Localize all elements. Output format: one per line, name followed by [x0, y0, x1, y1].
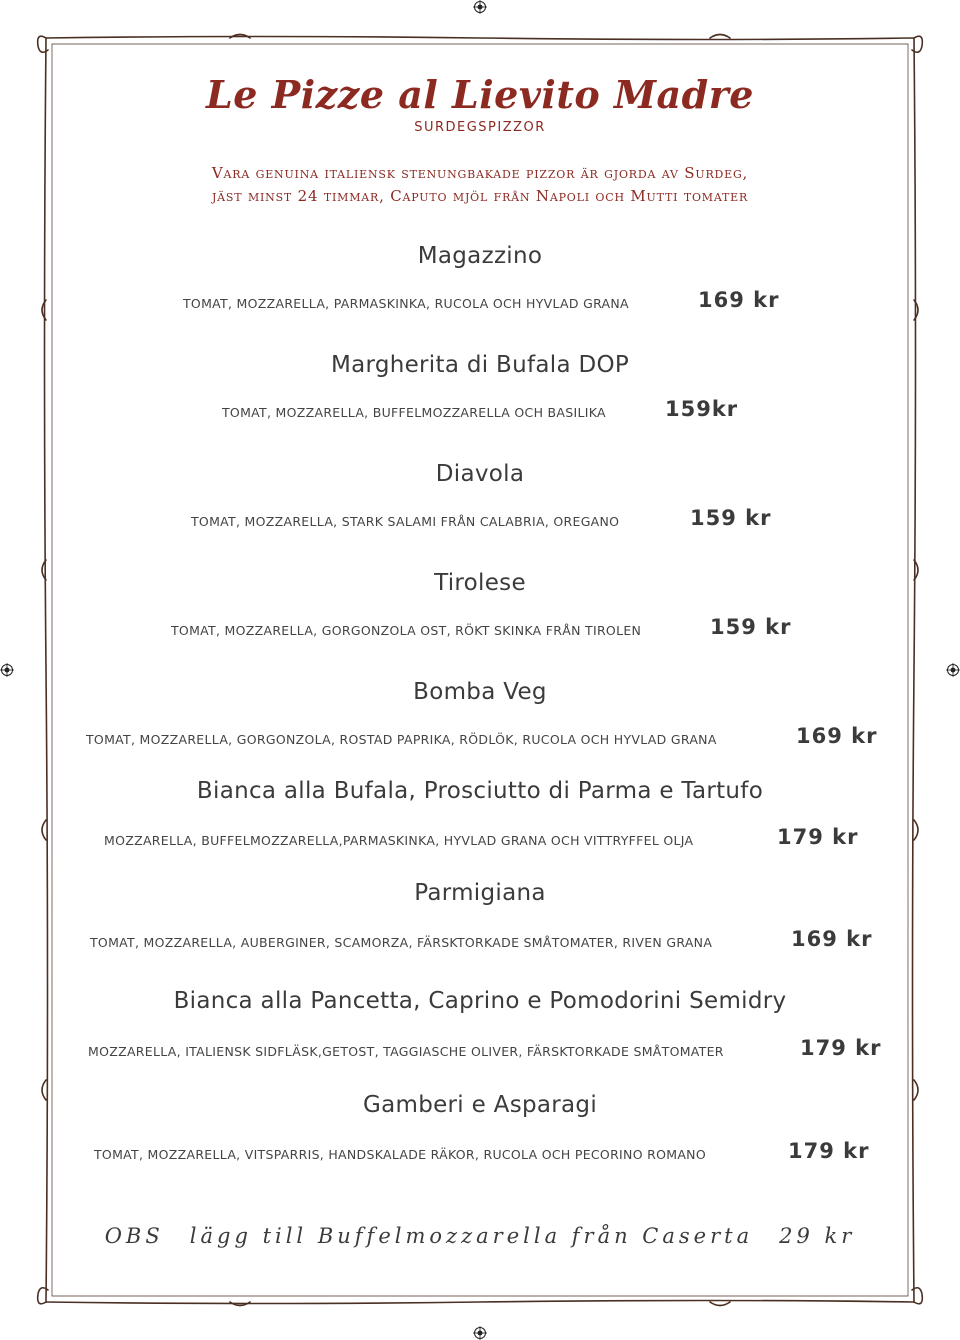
menu-item-price: 169 kr — [796, 724, 878, 748]
menu-item-description: TOMAT, MOZZARELLA, AUBERGINER, SCAMORZA, FÄRSKTORKADE SMÅTOMATER, RIVEN GRANA — [90, 935, 713, 950]
menu-item-name: Margherita di Bufala DOP — [330, 352, 630, 378]
footer-obs: OBS — [104, 1224, 164, 1248]
menu-item-price: 179 kr — [800, 1036, 882, 1060]
menu-item-name: Diavola — [435, 461, 525, 487]
menu-item-name: Bomba Veg — [413, 679, 547, 705]
menu-item-price: 179 kr — [788, 1139, 870, 1163]
menu-item-description: TOMAT, MOZZARELLA, STARK SALAMI FRÅN CALABRIA, OREGANO — [191, 514, 620, 529]
menu-item-name: Bianca alla Pancetta, Caprino e Pomodorini Semidry — [173, 988, 787, 1014]
registration-mark-icon — [946, 663, 960, 677]
footer-text: lägg till Buffelmozzarella från Caserta — [189, 1224, 754, 1248]
page-subtitle: SURDEGSPIZZOR — [414, 120, 546, 135]
menu-item-price: 179 kr — [777, 825, 859, 849]
menu-item-description: TOMAT, MOZZARELLA, PARMASKINKA, RUCOLA OCH HYVLAD GRANA — [183, 296, 629, 311]
menu-item-name: Bianca alla Bufala, Prosciutto di Parma e Tartufo — [196, 778, 764, 804]
menu-item-name: Gamberi e Asparagi — [362, 1092, 598, 1118]
menu-item-description: TOMAT, MOZZARELLA, GORGONZOLA OST, RÖKT SKINKA FRÅN TIROLEN — [171, 623, 642, 638]
menu-item-price: 159kr — [665, 397, 739, 421]
page-title: Le Pizze al Lievito Madre — [206, 72, 754, 117]
registration-mark-icon — [473, 1326, 487, 1340]
intro-line-1: Vara genuina italiensk stenungbakade pizzor är gjorda av Surdeg, — [211, 164, 749, 182]
menu-item-name: Magazzino — [417, 243, 543, 269]
menu-item-price: 159 kr — [690, 506, 772, 530]
footer-note — [0, 1224, 960, 1248]
menu-item-description: TOMAT, MOZZARELLA, BUFFELMOZZARELLA OCH BASILIKA — [222, 405, 606, 420]
menu-item-price: 169 kr — [698, 288, 780, 312]
registration-mark-icon — [473, 0, 487, 14]
intro-line-2: jäst minst 24 timmar, Caputo mjöl från Napoli och Mutti tomater — [211, 187, 749, 205]
registration-mark-icon — [0, 663, 14, 677]
menu-item-name: Parmigiana — [414, 880, 546, 906]
menu-item-description: TOMAT, MOZZARELLA, VITSPARRIS, HANDSKALADE RÄKOR, RUCOLA OCH PECORINO ROMANO — [94, 1147, 706, 1162]
menu-item-description: MOZZARELLA, BUFFELMOZZARELLA,PARMASKINKA, HYVLAD GRANA OCH VITTRYFFEL OLJA — [104, 833, 694, 848]
menu-item-price: 159 kr — [710, 615, 792, 639]
menu-item-description: TOMAT, MOZZARELLA, GORGONZOLA, ROSTAD PAPRIKA, RÖDLÖK, RUCOLA OCH HYVLAD GRANA — [86, 732, 717, 747]
menu-item-price: 169 kr — [791, 927, 873, 951]
footer-price: 29 kr — [779, 1224, 856, 1248]
menu-item-name: Tirolese — [434, 570, 526, 596]
menu-item-description: MOZZARELLA, ITALIENSK SIDFLÄSK,GETOST, TAGGIASCHE OLIVER, FÄRSKTORKADE SMÅTOMATER — [88, 1044, 724, 1059]
